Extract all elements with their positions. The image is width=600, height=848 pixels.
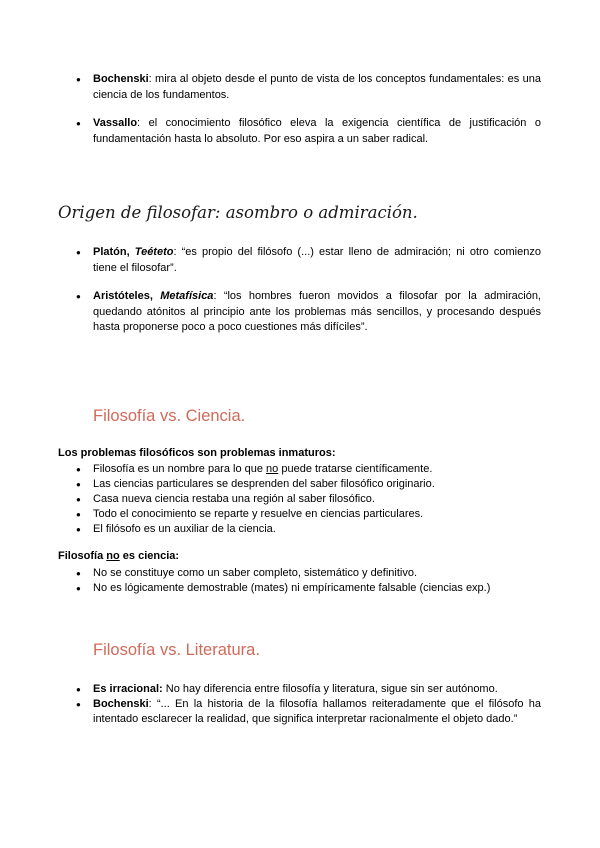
author-label: Vassallo <box>93 117 138 129</box>
author-label: Platón, <box>93 246 135 258</box>
separator: : <box>173 246 177 258</box>
list-item <box>93 289 541 336</box>
section-title-origen: Origen de filosofar: asombro o admiración. <box>58 203 418 222</box>
list-item: ● Todo el conocimiento se reparte y resuelve en ciencias particulares. <box>93 507 541 522</box>
author-label: Bochenski <box>93 73 149 85</box>
separator: : <box>213 290 217 302</box>
subheading-text: Filosofía <box>58 550 107 562</box>
list-item: ● Las ciencias particulares se desprenden del saber filosófico originario. <box>93 477 541 492</box>
list-item <box>93 697 541 727</box>
underlined-word: no <box>266 463 279 475</box>
item-text: el conocimiento filosófico eleva la exigencia científica de justificación o fundamentación hasta lo absoluto. Por eso aspira a un saber radical. <box>93 117 541 145</box>
item-label: Es irracional: <box>93 683 163 695</box>
list-item <box>93 682 541 697</box>
list-item: ● Casa nueva ciencia restaba una región al saber filosófico. <box>93 492 541 507</box>
separator: : <box>148 698 152 710</box>
author-label: Aristóteles, <box>93 290 161 302</box>
list-item: ● No se constituye como un saber completo, sistemático y definitivo. <box>93 566 541 581</box>
list-item <box>93 245 541 276</box>
list-item: ● No es lógicamente demostrable (mates) ni empíricamente falsable (ciencias exp.) <box>93 581 541 596</box>
list-item: ● El filósofo es un auxiliar de la ciencia. <box>93 522 541 537</box>
item-text: “es propio del filósofo (...) estar lleno de admiración; ni otro comienzo tiene el filosofar”. <box>93 246 541 274</box>
subheading-inmaturos: Los problemas filosóficos son problemas inmaturos: <box>58 447 336 459</box>
list-item <box>93 116 541 147</box>
item-text: mira al objeto desde el punto de vista de los conceptos fundamentales: es una ciencia de los fundamentos. <box>93 73 541 101</box>
separator: : <box>148 73 152 85</box>
underlined-word: no <box>106 550 120 562</box>
list-item <box>93 72 541 103</box>
item-text: puede tratarse científicamente. <box>278 463 433 475</box>
item-text: Filosofía es un nombre para lo que <box>93 463 267 475</box>
section-title-literatura: Filosofía vs. Literatura. <box>93 641 260 659</box>
author-label: Bochenski <box>93 698 149 710</box>
work-title: Teéteto <box>134 246 174 258</box>
item-text: No hay diferencia entre filosofía y literatura, sigue sin ser autónomo. <box>162 683 498 695</box>
list-item <box>93 462 541 477</box>
item-text: “los hombres fueron movidos a filosofar por la admiración, quedando atónitos al principio ante los problemas más sencillos, y procesando después hasta proponerse poco a poco cuestiones más difíciles”. <box>93 290 541 333</box>
subheading-text: es ciencia: <box>119 550 180 562</box>
work-title: Metafísica <box>160 290 214 302</box>
item-text: “... En la historia de la filosofía hallamos reiteradamente que el filósofo ha intentado esclarecer la realidad, que significa interpretar racionalmente el objeto dado.” <box>93 698 541 725</box>
separator: : <box>137 117 141 129</box>
subheading-no-es-ciencia <box>58 549 179 565</box>
section-title-ciencia: Filosofía vs. Ciencia. <box>93 407 246 425</box>
